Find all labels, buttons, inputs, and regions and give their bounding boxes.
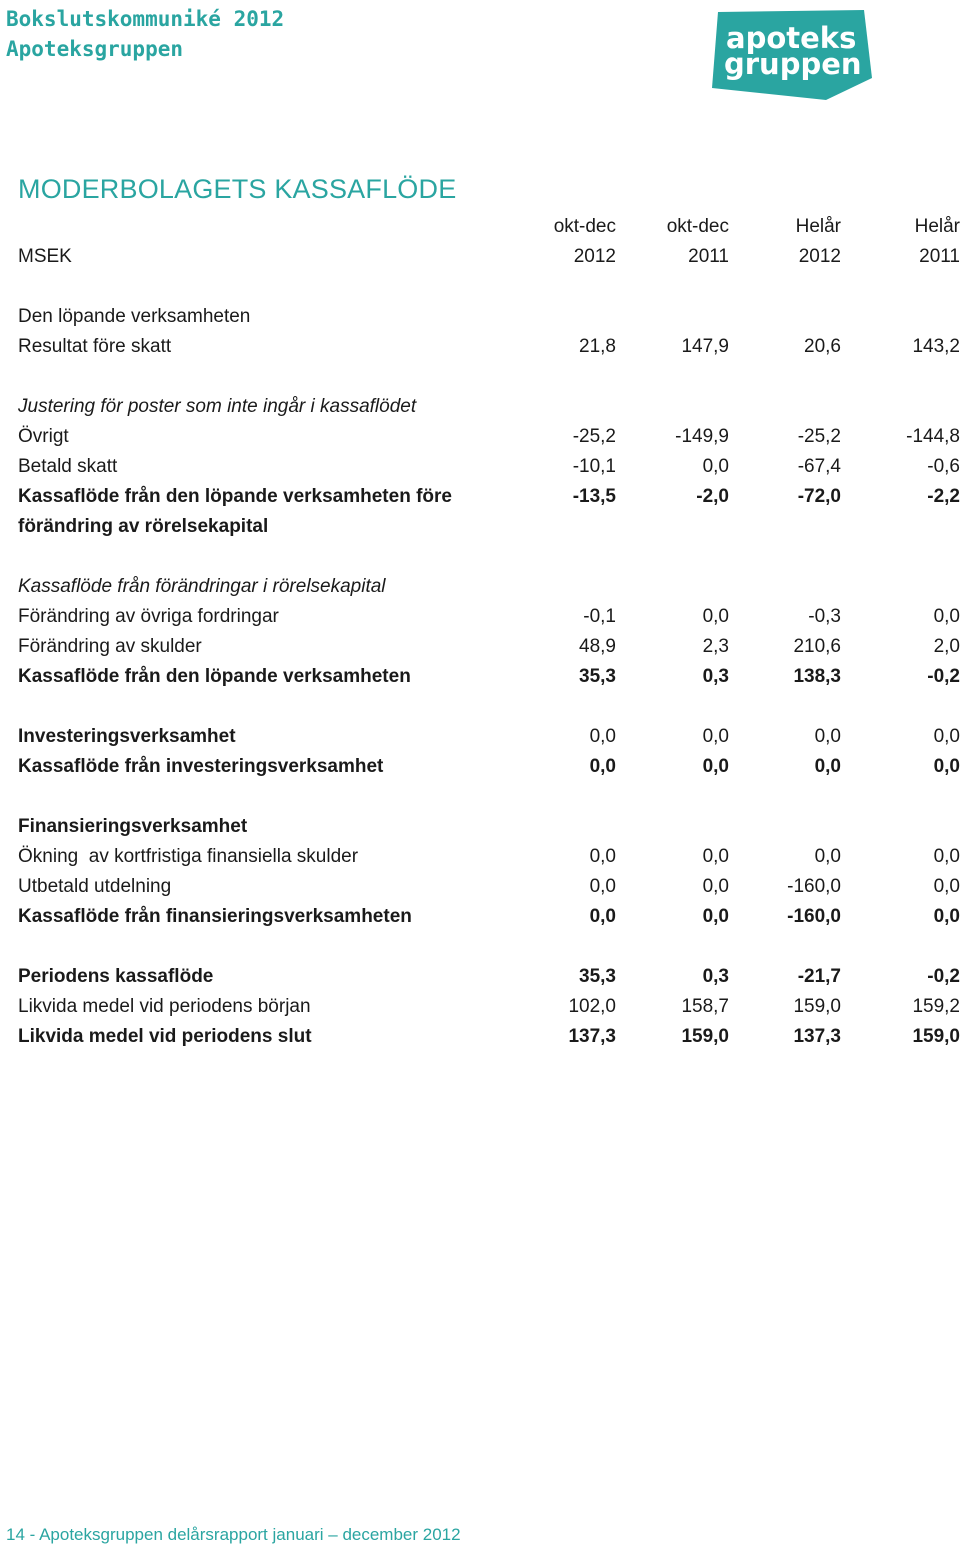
- cell-value: 0,0: [589, 906, 616, 927]
- table-row: [0, 602, 960, 632]
- cell-value: 0,0: [702, 906, 729, 927]
- cell-value: -144,8: [906, 426, 960, 447]
- cell-value: 138,3: [793, 666, 841, 687]
- row-label: Kassaflöde från den löpande verksamheten före: [18, 486, 452, 507]
- cell-value: 2,0: [933, 636, 960, 657]
- cell-value: -72,0: [797, 486, 841, 507]
- row-label: förändring av rörelsekapital: [18, 516, 269, 537]
- row-label: Kassaflöde från förändringar i rörelsekapital: [18, 576, 386, 597]
- table-row: [0, 452, 960, 482]
- cell-value: -21,7: [797, 966, 841, 987]
- row-label: Utbetald utdelning: [18, 876, 172, 897]
- table-row: [0, 302, 960, 332]
- table-row: [0, 512, 960, 542]
- cell-value: 0,3: [702, 666, 729, 687]
- row-label: Kassaflöde från investeringsverksamhet: [18, 756, 384, 777]
- cell-value: -25,2: [572, 426, 616, 447]
- cell-value: -0,1: [583, 606, 616, 627]
- cell-value: 0,0: [702, 726, 729, 747]
- cell-value: -25,2: [797, 426, 841, 447]
- cell-value: 21,8: [579, 336, 616, 357]
- row-label: Justering för poster som inte ingår i kassaflödet: [18, 396, 417, 417]
- table-row: [0, 812, 960, 842]
- table-header-period-row: [0, 212, 960, 242]
- column-header-period: Helår: [795, 216, 841, 237]
- table-row: [0, 962, 960, 992]
- cell-value: -0,2: [927, 666, 960, 687]
- report-title: Bokslutskommuniké 2012: [6, 7, 285, 31]
- column-header-year: 2011: [688, 246, 729, 267]
- cell-value: 0,0: [589, 756, 616, 777]
- column-header-year: 2012: [798, 246, 841, 267]
- cell-value: -0,3: [808, 606, 841, 627]
- table-row: [0, 392, 960, 422]
- column-header-period: Helår: [914, 216, 960, 237]
- table-row: [0, 752, 960, 782]
- row-label: Resultat före skatt: [18, 336, 172, 357]
- cell-value: 143,2: [912, 336, 960, 357]
- cell-value: 2,3: [702, 636, 729, 657]
- cell-value: 0,0: [702, 456, 729, 477]
- company-name: Apoteksgruppen: [6, 37, 184, 61]
- cell-value: 0,0: [933, 756, 960, 777]
- table-row: [0, 482, 960, 512]
- row-label: Övrigt: [18, 426, 69, 447]
- cell-value: -160,0: [787, 906, 841, 927]
- cell-value: 210,6: [793, 636, 841, 657]
- unit-label: MSEK: [18, 246, 72, 267]
- cell-value: 0,0: [933, 606, 960, 627]
- table-row: [0, 1022, 960, 1052]
- cell-value: 48,9: [579, 636, 616, 657]
- row-label: Finansieringsverksamhet: [18, 816, 248, 837]
- table-row: [0, 662, 960, 692]
- cell-value: 0,0: [933, 876, 960, 897]
- cell-value: -67,4: [797, 456, 841, 477]
- cell-value: -0,2: [927, 966, 960, 987]
- cell-value: 0,0: [589, 846, 616, 867]
- cell-value: -2,2: [927, 486, 960, 507]
- cell-value: -10,1: [572, 456, 616, 477]
- table-header-year-row: [0, 242, 960, 272]
- row-label: Betald skatt: [18, 456, 118, 477]
- cell-value: 0,0: [814, 846, 841, 867]
- table-row: [0, 872, 960, 902]
- cell-value: 0,0: [814, 726, 841, 747]
- apoteksgruppen-logo: [706, 8, 876, 100]
- cell-value: -0,6: [927, 456, 960, 477]
- cell-value: 159,0: [793, 996, 841, 1017]
- cell-value: 137,3: [568, 1026, 616, 1047]
- cell-value: 0,0: [933, 906, 960, 927]
- cell-value: 35,3: [579, 666, 616, 687]
- cell-value: -149,9: [675, 426, 729, 447]
- cell-value: 158,7: [681, 996, 729, 1017]
- column-header-period: okt-dec: [666, 216, 729, 237]
- table-row: [0, 422, 960, 452]
- column-header-year: 2012: [573, 246, 616, 267]
- table-row: [0, 842, 960, 872]
- table-row: [0, 572, 960, 602]
- cell-value: 0,0: [589, 726, 616, 747]
- cell-value: 20,6: [804, 336, 841, 357]
- row-label: Likvida medel vid periodens slut: [18, 1026, 312, 1047]
- cell-value: 159,2: [912, 996, 960, 1017]
- cell-value: -160,0: [787, 876, 841, 897]
- row-label: Den löpande verksamheten: [18, 306, 251, 327]
- cell-value: 159,0: [912, 1026, 960, 1047]
- cell-value: 0,0: [702, 876, 729, 897]
- table-row: [0, 632, 960, 662]
- cell-value: 0,3: [702, 966, 729, 987]
- row-label: Periodens kassaflöde: [18, 966, 214, 987]
- cell-value: -2,0: [696, 486, 729, 507]
- cell-value: 0,0: [702, 606, 729, 627]
- cell-value: 159,0: [681, 1026, 729, 1047]
- table-row: [0, 722, 960, 752]
- page-footer: 14 - Apoteksgruppen delårsrapport januari – december 2012: [6, 1525, 461, 1544]
- row-label: Ökning av kortfristiga finansiella skulder: [18, 846, 359, 867]
- column-header-period: okt-dec: [553, 216, 616, 237]
- cell-value: 0,0: [702, 756, 729, 777]
- cell-value: 0,0: [814, 756, 841, 777]
- logo-text-gruppen: gruppen: [724, 47, 862, 81]
- table-row: [0, 902, 960, 932]
- document-header: [6, 4, 284, 64]
- cell-value: 0,0: [702, 846, 729, 867]
- row-label: Kassaflöde från finansieringsverksamheten: [18, 906, 412, 927]
- row-label: Investeringsverksamhet: [18, 726, 236, 747]
- cell-value: 147,9: [681, 336, 729, 357]
- column-header-year: 2011: [919, 246, 960, 267]
- cell-value: 102,0: [568, 996, 616, 1017]
- table-row: [0, 992, 960, 1022]
- row-label: Förändring av övriga fordringar: [18, 606, 279, 627]
- cell-value: 35,3: [579, 966, 616, 987]
- cell-value: 0,0: [933, 846, 960, 867]
- cell-value: 137,3: [793, 1026, 841, 1047]
- row-label: Likvida medel vid periodens början: [18, 996, 311, 1017]
- row-label: Kassaflöde från den löpande verksamheten: [18, 666, 411, 687]
- cell-value: -13,5: [572, 486, 616, 507]
- logo-text-apoteks: apoteks: [726, 21, 857, 55]
- row-label: Förändring av skulder: [18, 636, 202, 657]
- table-row: [0, 332, 960, 362]
- cell-value: 0,0: [589, 876, 616, 897]
- cell-value: 0,0: [933, 726, 960, 747]
- section-title: MODERBOLAGETS KASSAFLÖDE: [18, 174, 457, 204]
